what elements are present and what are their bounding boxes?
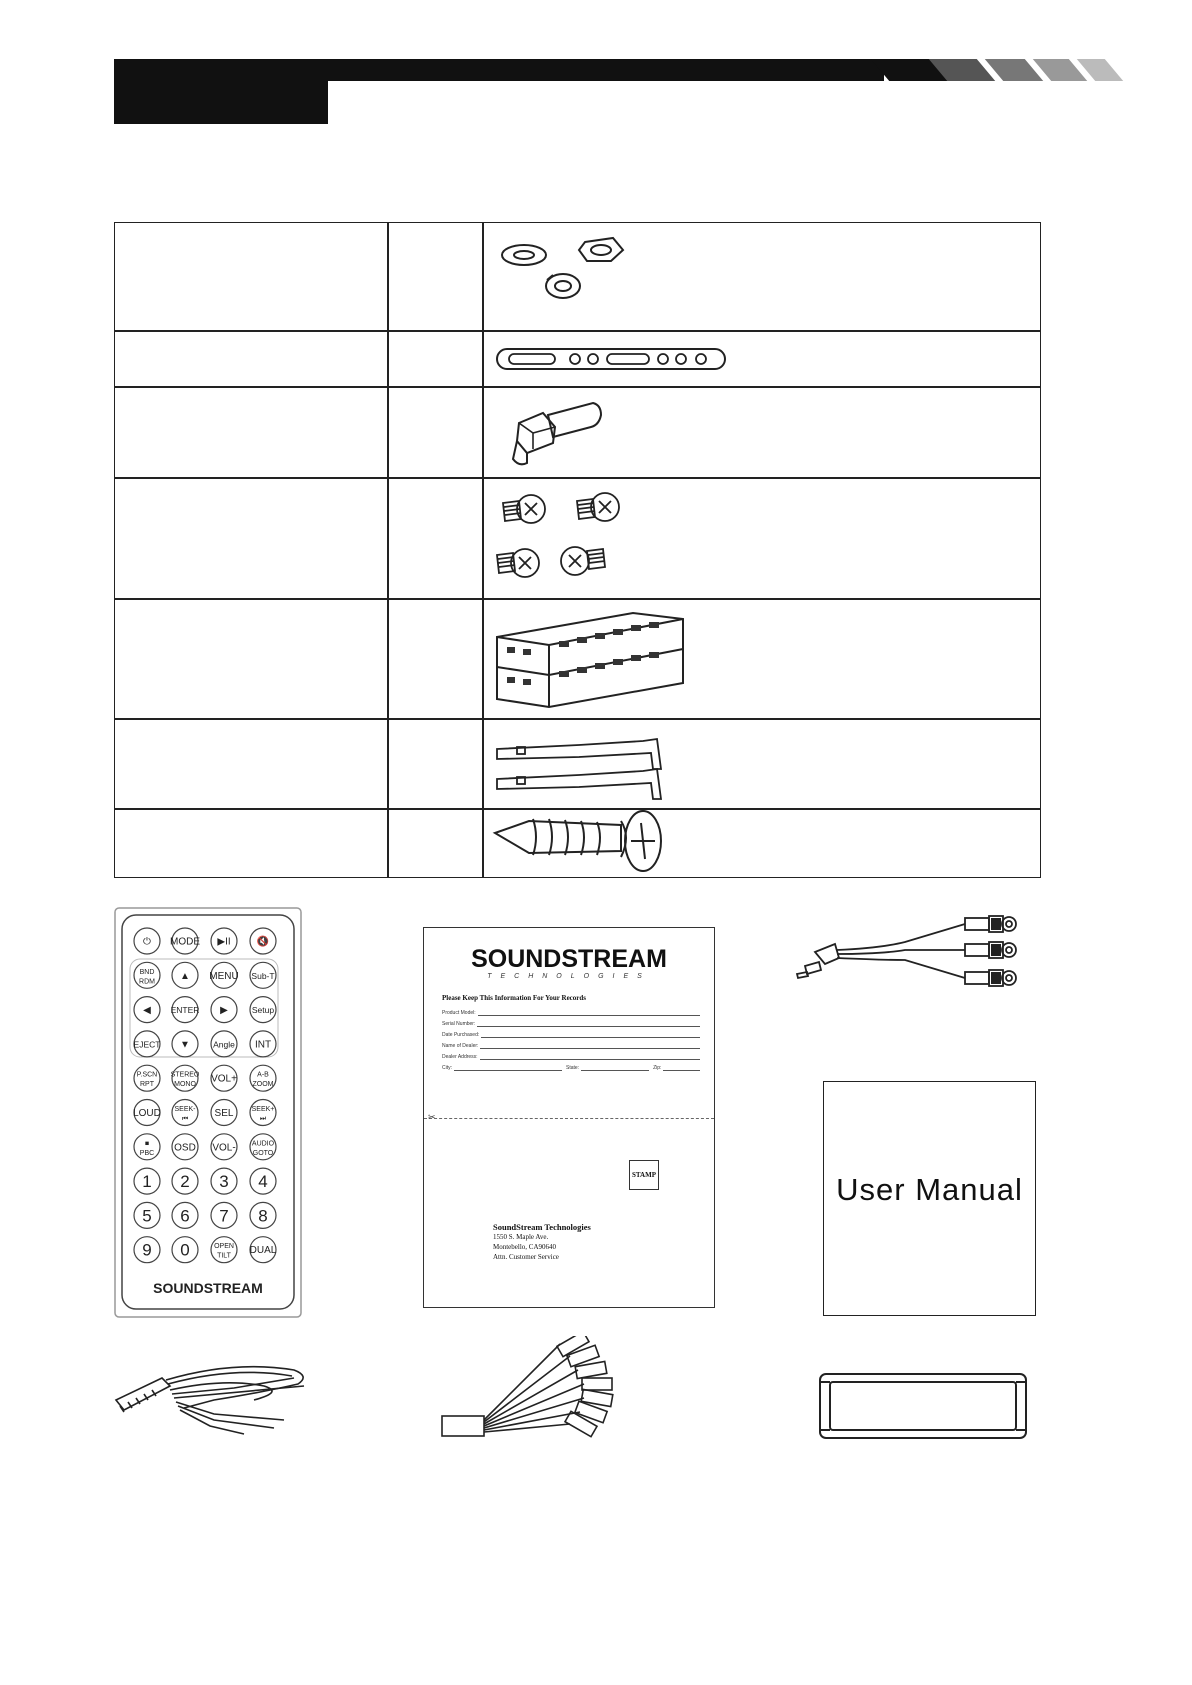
card-field: Dealer Address: <box>442 1054 700 1060</box>
remote-control <box>114 907 302 1318</box>
card-field: Date Purchased: <box>442 1032 700 1038</box>
remote-button-label: ▶ <box>220 1005 228 1017</box>
remote-button-label: 0 <box>180 1240 190 1260</box>
remote-button-label: 2 <box>180 1172 190 1192</box>
column-divider <box>387 223 389 877</box>
remote-button-label: OPEN <box>214 1243 234 1251</box>
remote-button-label: ZOOM <box>252 1081 274 1089</box>
front-panel-case-illustration <box>818 1372 1030 1442</box>
row-divider <box>115 598 1040 600</box>
remote-button-label: ⏻ <box>143 936 151 948</box>
column-divider <box>482 223 484 877</box>
remote-button-label: 7 <box>219 1206 229 1226</box>
registration-card <box>423 927 715 1308</box>
row-divider <box>115 477 1040 479</box>
tapping-screw-illustration <box>493 811 673 879</box>
remote-button-label: VOL- <box>212 1142 236 1154</box>
remote-button-label: SEEK- <box>174 1106 196 1113</box>
user-manual <box>823 1081 1036 1316</box>
remote-button-label: ⏮ <box>181 1115 189 1123</box>
parts-table <box>114 222 1041 878</box>
remote-button-label: Sub-T <box>251 970 275 981</box>
card-logo-sub: TECHNOLOGIES <box>487 973 651 980</box>
rca-cable-illustration <box>795 914 1035 1004</box>
remote-button-label: DUAL <box>249 1245 277 1257</box>
remote-button-label: Setup <box>251 1005 275 1016</box>
remote-button-label: SEL <box>214 1108 234 1119</box>
remote-button-label: 8 <box>258 1206 268 1226</box>
remote-button-label: EJECT <box>133 1039 161 1050</box>
remote-button-label: 1 <box>142 1172 152 1192</box>
row-divider <box>115 386 1040 388</box>
remote-button-label: 3 <box>219 1172 229 1192</box>
remote-button-label: ▼ <box>180 1039 190 1051</box>
remote-button-label: AUDIO <box>251 1140 275 1148</box>
remote-button-label: ENTER <box>170 1005 200 1016</box>
remote-button-label: 5 <box>142 1206 152 1226</box>
remote-button-label: Angle <box>213 1039 235 1050</box>
remote-button-label: ◀ <box>143 1005 151 1017</box>
washer-nut-illustration <box>493 235 633 315</box>
row-divider <box>115 718 1040 720</box>
header-stripe <box>985 59 1043 81</box>
remote-button-label: ▶II <box>217 936 231 948</box>
stamp-box: STAMP <box>629 1160 659 1190</box>
card-logo: SOUNDSTREAM <box>471 945 667 973</box>
hex-bolt-illustration <box>493 397 613 469</box>
remote-button-label: OSD <box>174 1142 196 1154</box>
remote-button-label: ■ <box>144 1140 150 1148</box>
remote-button-label: A-B <box>257 1071 269 1079</box>
cut-line <box>424 1118 714 1119</box>
row-divider <box>115 330 1040 332</box>
header-tab <box>114 59 328 124</box>
card-field: Product Model: <box>442 1010 700 1016</box>
power-harness-illustration <box>114 1356 314 1436</box>
remote-button-label: 4 <box>258 1172 268 1192</box>
remote-button-label: RDM <box>139 978 155 986</box>
remote-button-label: INT <box>254 1039 272 1051</box>
scissors-icon: ✂ <box>428 1112 436 1122</box>
remote-button-label: TILT <box>217 1252 231 1260</box>
card-city-row: City: State: Zip: <box>442 1065 700 1071</box>
remote-button-label: LOUD <box>133 1108 161 1119</box>
remote-button-label: 🔇 <box>256 936 270 948</box>
remote-button-label: PBC <box>139 1149 155 1157</box>
card-address: SoundStream Technologies 1550 S. Maple Ave. Montebello, CA90640 Attn. Customer Service <box>493 1222 591 1261</box>
av-harness-illustration <box>440 1336 630 1446</box>
remote-button-label: STEREO <box>170 1071 200 1079</box>
remote-button-label: MODE <box>170 936 200 948</box>
mounting-strap-illustration <box>495 347 735 373</box>
remote-button-label: MONO <box>174 1081 196 1089</box>
remote-button-label: BND <box>139 968 155 976</box>
card-field: Name of Dealer: <box>442 1043 700 1049</box>
manual-title: User Manual <box>836 1172 1023 1207</box>
remote-brand: SOUNDSTREAM <box>153 1280 263 1296</box>
card-keep-text: Please Keep This Information For Your Records <box>442 994 587 1002</box>
remote-button-label: RPT <box>140 1081 154 1089</box>
remote-control-drawing <box>114 907 302 1318</box>
screws-illustration <box>495 489 645 589</box>
card-field: Serial Number: <box>442 1021 700 1027</box>
mounting-sleeve-illustration <box>493 607 693 711</box>
remote-button-label: 6 <box>180 1206 190 1226</box>
remote-button-label: 9 <box>142 1240 152 1260</box>
remote-button-label: ▲ <box>180 970 190 982</box>
remote-button-label: GOTO <box>252 1149 274 1157</box>
remote-button-label: SEEK+ <box>251 1106 275 1113</box>
remote-button-label: MENU <box>209 970 239 982</box>
removal-keys-illustration <box>493 735 673 805</box>
remote-button-label: P.SCN <box>136 1071 158 1079</box>
remote-button-label: ⏭ <box>259 1115 267 1123</box>
row-divider <box>115 808 1040 810</box>
remote-button-label: VOL+ <box>211 1073 237 1085</box>
